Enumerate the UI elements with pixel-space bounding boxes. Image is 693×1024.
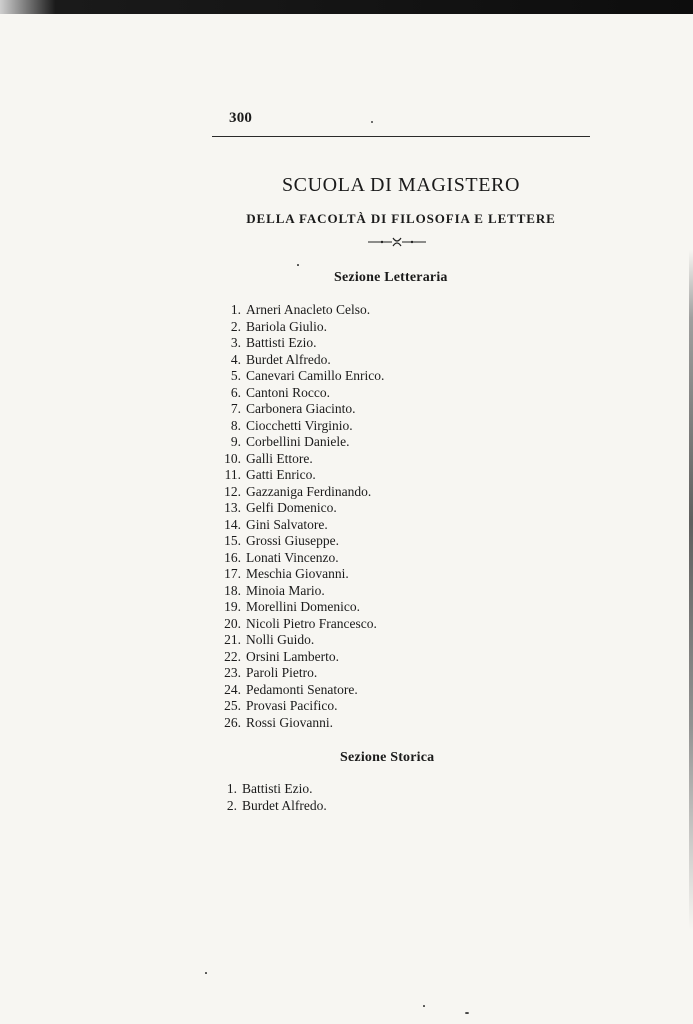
item-name: Ciocchetti Virginio. — [246, 417, 353, 433]
list-item — [213, 434, 384, 451]
item-name: Morellini Domenico. — [246, 599, 360, 614]
item-name: Burdet Alfredo. — [242, 797, 327, 813]
item-name: Corbellini Daniele. — [246, 434, 350, 449]
list-item — [213, 550, 384, 567]
list-item — [209, 798, 327, 815]
item-number: 13. — [224, 500, 241, 515]
list-item — [213, 418, 384, 435]
item-name: Lonati Vincenzo. — [246, 549, 339, 565]
item-number: 15. — [224, 533, 241, 548]
header-rule — [212, 136, 590, 137]
list-item — [213, 715, 384, 732]
section-heading-letteraria: Sezione Letteraria — [334, 270, 448, 285]
list-item — [213, 368, 384, 385]
item-name: Gelfi Domenico. — [246, 500, 337, 515]
list-item — [213, 583, 384, 600]
item-number: 1. — [230, 302, 241, 317]
item-name: Gatti Enrico. — [246, 467, 316, 482]
item-number: 5. — [230, 368, 241, 383]
list-item — [213, 467, 384, 484]
item-number: 7. — [230, 401, 241, 416]
item-name: Cantoni Rocco. — [246, 384, 330, 400]
item-name: Pedamonti Senatore. — [246, 681, 358, 697]
list-item — [213, 385, 384, 402]
list-item — [213, 302, 384, 319]
list-item — [213, 632, 384, 649]
item-name: Arneri Anacleto Celso. — [246, 302, 371, 317]
item-number: 23. — [224, 665, 241, 680]
item-name: Nicoli Pietro Francesco. — [246, 615, 377, 631]
list-item — [213, 698, 384, 715]
list-item — [213, 533, 384, 550]
item-number: 8. — [230, 417, 241, 433]
item-name: Grossi Giuseppe. — [246, 533, 339, 548]
page-subtitle: DELLA FACOLTÀ DI FILOSOFIA E LETTERE — [246, 211, 556, 226]
item-number: 21. — [224, 632, 241, 647]
scan-right-edge — [689, 250, 693, 930]
item-number: 19. — [224, 599, 241, 614]
item-number: 11. — [224, 467, 241, 482]
item-name: Battisti Ezio. — [242, 781, 313, 796]
item-number: 3. — [230, 335, 241, 350]
item-name: Paroli Pietro. — [246, 665, 318, 680]
item-name: Galli Ettore. — [246, 450, 313, 466]
item-number: 25. — [224, 698, 241, 713]
item-number: 6. — [230, 384, 241, 400]
item-number: 24. — [224, 681, 241, 697]
item-number: 17. — [224, 566, 241, 581]
list-item — [213, 616, 384, 633]
item-name: Gazzaniga Ferdinando. — [246, 483, 372, 499]
list-item — [213, 682, 384, 699]
item-number: 10. — [224, 450, 241, 466]
ornament-divider-icon — [362, 234, 432, 250]
list-item — [213, 352, 384, 369]
page-title: SCUOLA DI MAGISTERO — [281, 174, 521, 196]
item-name: Minoia Mario. — [246, 582, 325, 598]
item-number: 2. — [226, 797, 237, 813]
scan-top-edge — [0, 0, 693, 14]
item-number: 16. — [224, 549, 241, 565]
item-name: Carbonera Giacinto. — [246, 401, 356, 416]
item-name: Nolli Guido. — [246, 632, 315, 647]
item-name: Rossi Giovanni. — [246, 714, 334, 730]
list-item — [213, 484, 384, 501]
item-name: Battisti Ezio. — [246, 335, 317, 350]
item-number: 2. — [230, 318, 241, 334]
list-item — [213, 649, 384, 666]
item-number: 26. — [224, 714, 241, 730]
list-item — [213, 500, 384, 517]
item-number: 1. — [226, 781, 237, 796]
list-letteraria — [213, 302, 384, 731]
list-item — [213, 319, 384, 336]
item-name: Gini Salvatore. — [246, 516, 328, 532]
page-number: 300 — [229, 110, 253, 126]
list-item — [213, 517, 384, 534]
list-item — [213, 401, 384, 418]
item-name: Bariola Giulio. — [246, 318, 327, 334]
list-item — [213, 599, 384, 616]
item-number: 9. — [230, 434, 241, 449]
list-storica — [209, 781, 327, 814]
item-number: 14. — [224, 516, 241, 532]
item-name: Canevari Camillo Enrico. — [246, 368, 385, 383]
list-item — [213, 335, 384, 352]
list-item — [209, 781, 327, 798]
item-name: Burdet Alfredo. — [246, 351, 331, 367]
list-item — [213, 451, 384, 468]
item-number: 4. — [230, 351, 241, 367]
item-name: Orsini Lamberto. — [246, 648, 339, 664]
list-item — [213, 665, 384, 682]
item-number: 18. — [224, 582, 241, 598]
item-name: Provasi Pacifico. — [246, 698, 338, 713]
item-name: Meschia Giovanni. — [246, 566, 349, 581]
list-item — [213, 566, 384, 583]
item-number: 12. — [224, 483, 241, 499]
item-number: 20. — [224, 615, 241, 631]
section-heading-storica: Sezione Storica — [340, 750, 435, 765]
item-number: 22. — [224, 648, 241, 664]
